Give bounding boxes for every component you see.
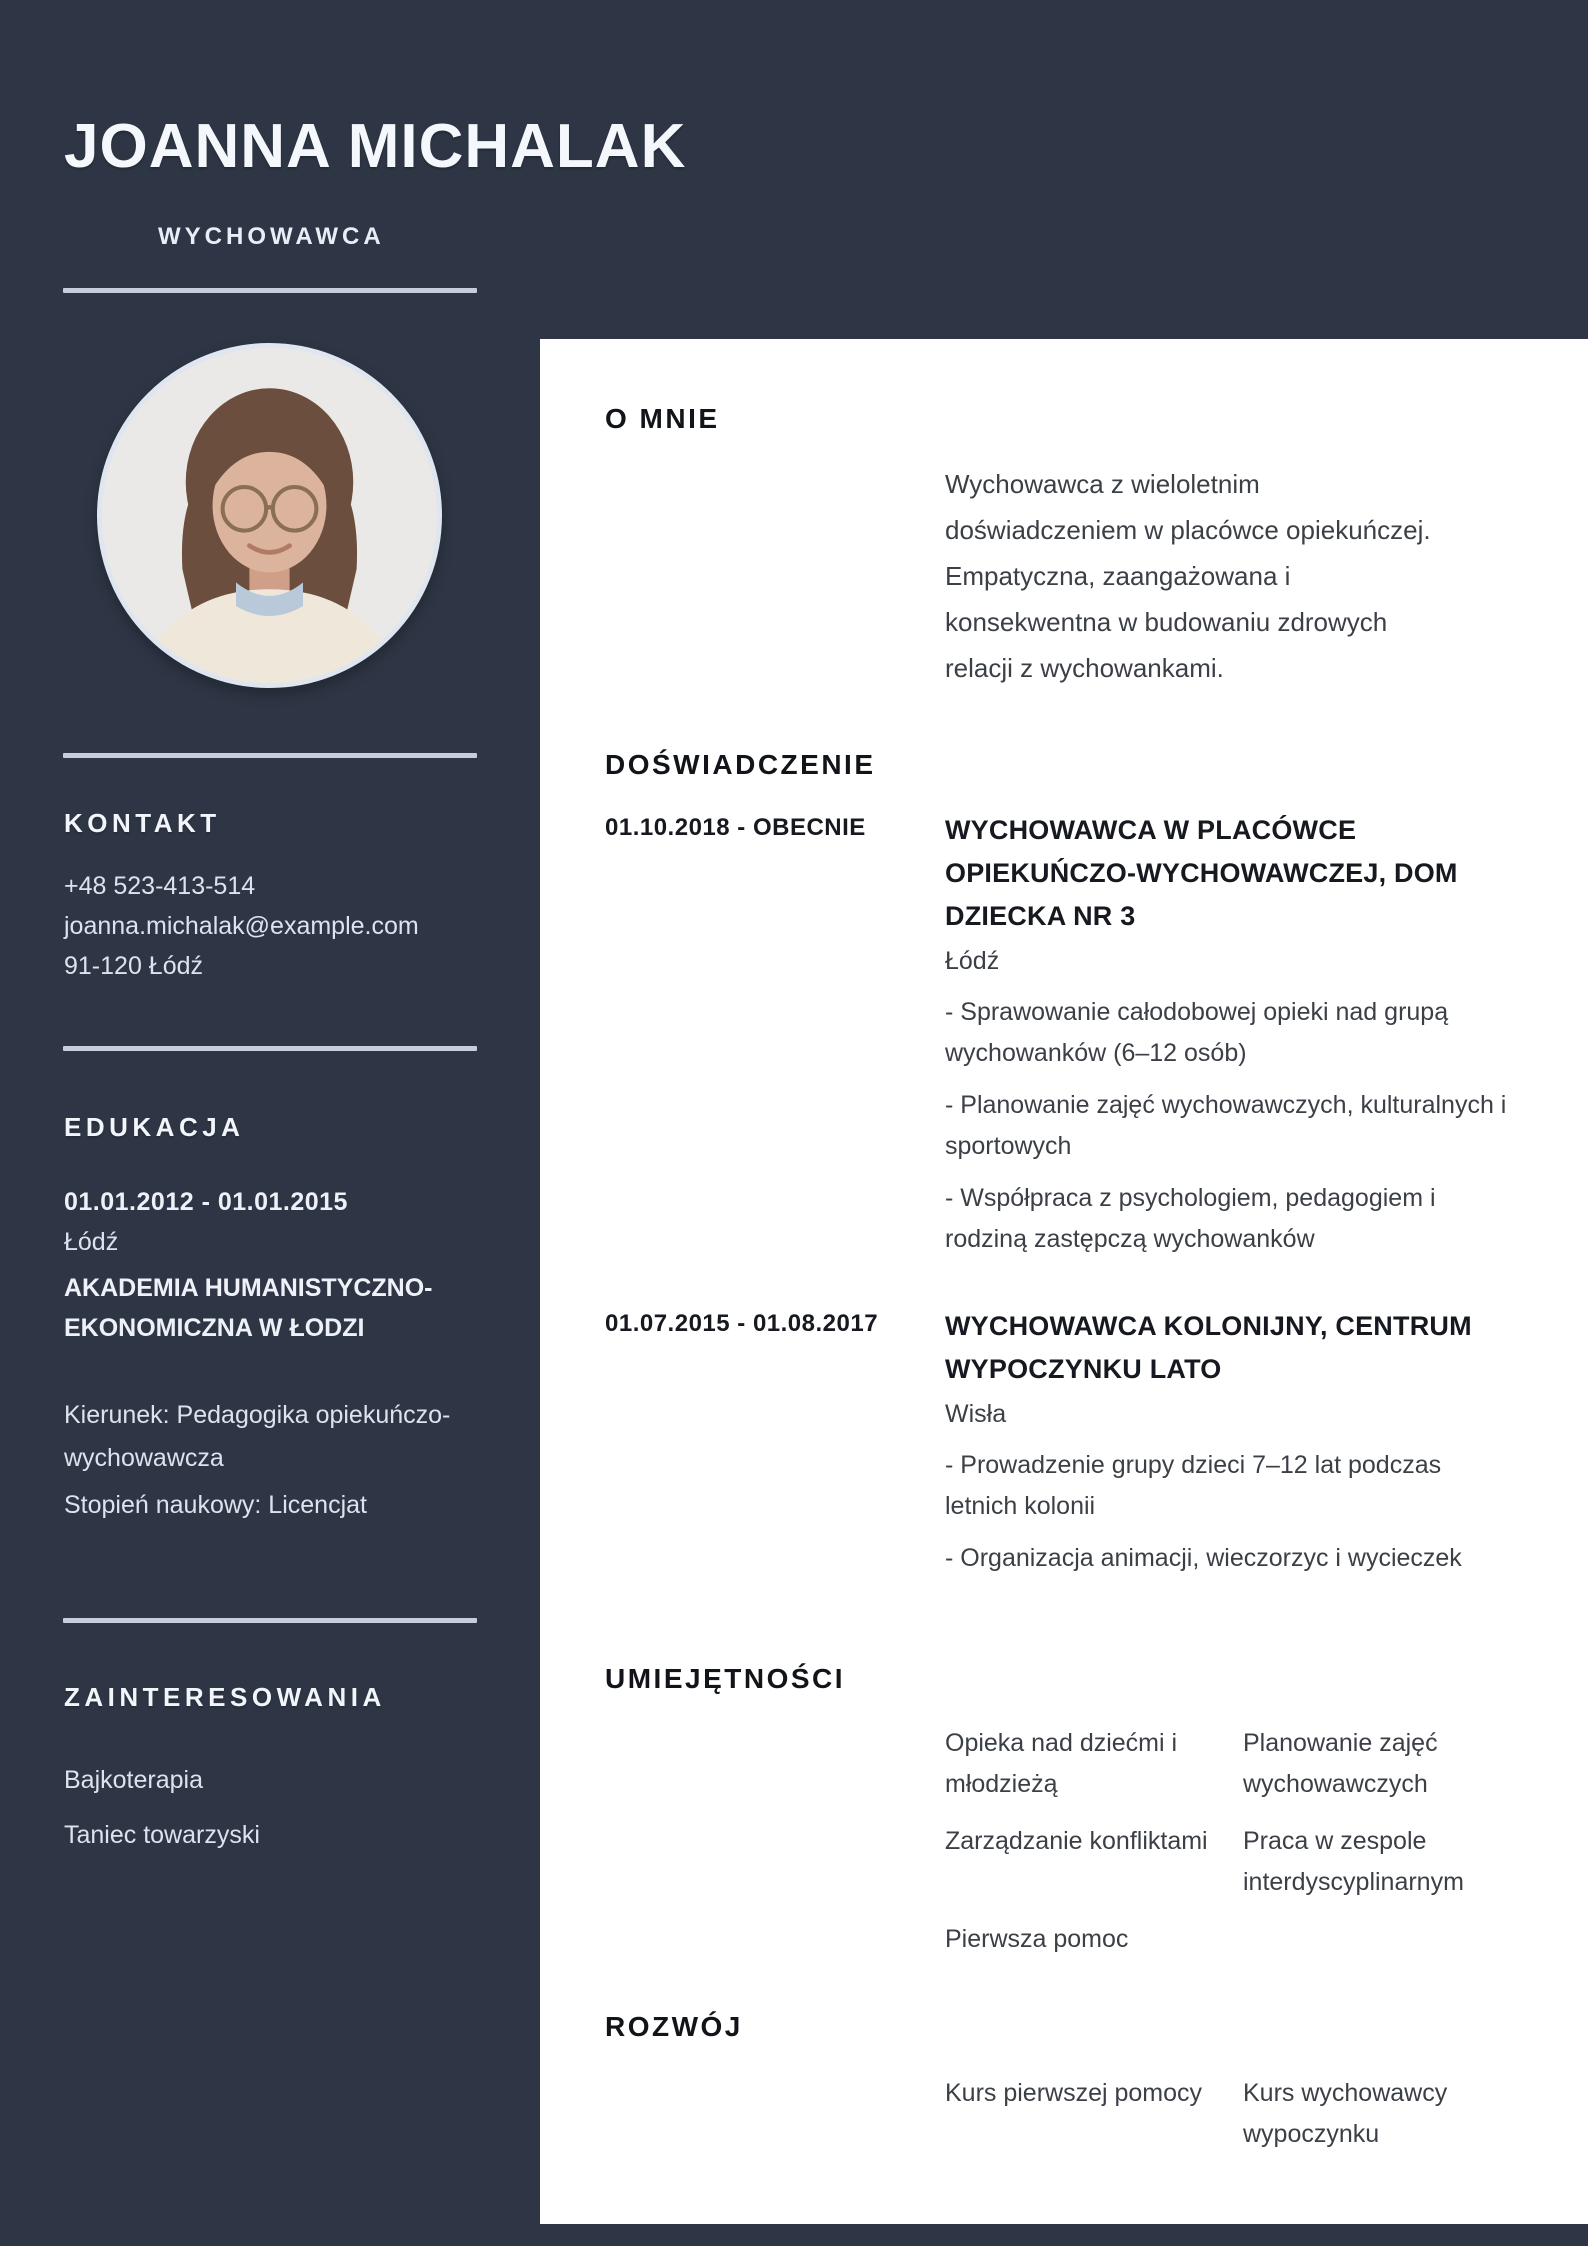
job-bullet: - Organizacja animacji, wieczorzyc i wycieczek	[945, 1544, 1462, 1572]
education-degree: Stopień naukowy: Licencjat	[64, 1491, 367, 1519]
contact-phone: +48 523-413-514	[64, 872, 256, 900]
portrait-illustration	[102, 348, 437, 683]
interest-item: Bajkoterapia	[64, 1766, 203, 1794]
skill-item: Planowanie zajęć wychowawczych	[1243, 1729, 1438, 1798]
about-heading: O MNIE	[605, 403, 720, 434]
divider	[63, 288, 477, 293]
about-text: Wychowawca z wieloletnim doświadczeniem w placówce opiekuńczej. Empatyczna, zaangażowana i konsekwentna w budowaniu zdrowych relacji z wychowankami.	[945, 469, 1431, 683]
person-name: JOANNA MICHALAK	[64, 112, 687, 181]
job-location: Łódź	[945, 947, 1000, 975]
development-heading: ROZWÓJ	[605, 2011, 743, 2042]
main-panel	[540, 339, 1588, 2224]
development-item: Kurs pierwszej pomocy	[945, 2079, 1203, 2107]
interest-item: Taniec towarzyski	[64, 1821, 260, 1849]
development-list	[945, 2073, 1565, 2155]
job-title: WYCHOWAWCA W PLACÓWCE OPIEKUŃCZO-WYCHOWAWCZEJ, DOM DZIECKA NR 3	[945, 815, 1458, 931]
job-location: Wisła	[945, 1400, 1007, 1428]
education-city: Łódź	[64, 1228, 119, 1256]
development-item: Kurs wychowawcy wypoczynku	[1243, 2079, 1448, 2148]
education-dates: 01.01.2012 - 01.01.2015	[64, 1188, 348, 1216]
contact-email: joanna.michalak@example.com	[64, 912, 419, 940]
experience-entry	[605, 1305, 1565, 1590]
person-job-title: WYCHOWAWCA	[158, 223, 385, 250]
education-school: AKADEMIA HUMANISTYCZNO-EKONOMICZNA W ŁODZI	[64, 1274, 433, 1342]
divider	[63, 753, 477, 758]
job-bullet: - Prowadzenie grupy dzieci 7–12 lat podczas letnich kolonii	[945, 1451, 1442, 1520]
job-bullets	[945, 1445, 1565, 1579]
skill-item: Pierwsza pomoc	[945, 1925, 1129, 1953]
education-major: Kierunek: Pedagogika opiekuńczo-wychowawcza	[64, 1401, 451, 1472]
skills-list	[945, 1723, 1565, 1960]
experience-heading: DOŚWIADCZENIE	[605, 749, 876, 780]
experience-entry	[605, 809, 1565, 1271]
skill-item: Praca w zespole interdyscyplinarnym	[1243, 1827, 1464, 1896]
job-dates: 01.10.2018 - OBECNIE	[605, 814, 866, 841]
skill-item: Opieka nad dziećmi i młodzieżą	[945, 1729, 1178, 1798]
job-bullet: - Planowanie zajęć wychowawczych, kulturalnych i sportowych	[945, 1091, 1507, 1160]
job-title: WYCHOWAWCA KOLONIJNY, CENTRUM WYPOCZYNKU LATO	[945, 1311, 1472, 1384]
job-bullets	[945, 992, 1565, 1260]
job-details	[945, 1305, 1565, 1590]
education-heading: EDUKACJA	[64, 1112, 245, 1142]
skills-heading: UMIEJĘTNOŚCI	[605, 1663, 846, 1694]
job-dates: 01.07.2015 - 01.08.2017	[605, 1310, 879, 1337]
divider	[63, 1618, 477, 1623]
profile-photo	[97, 343, 442, 688]
contact-heading: KONTAKT	[64, 808, 221, 838]
interests-heading: ZAINTERESOWANIA	[64, 1682, 386, 1712]
divider	[63, 1046, 477, 1051]
job-details	[945, 809, 1565, 1271]
contact-list	[64, 866, 484, 986]
job-bullet: - Sprawowanie całodobowej opieki nad grupą wychowanków (6–12 osób)	[945, 998, 1449, 1067]
contact-address: 91-120 Łódź	[64, 952, 204, 980]
job-bullet: - Współpraca z psychologiem, pedagogiem i rodziną zastępczą wychowanków	[945, 1184, 1436, 1253]
skill-item: Zarządzanie konfliktami	[945, 1827, 1208, 1855]
